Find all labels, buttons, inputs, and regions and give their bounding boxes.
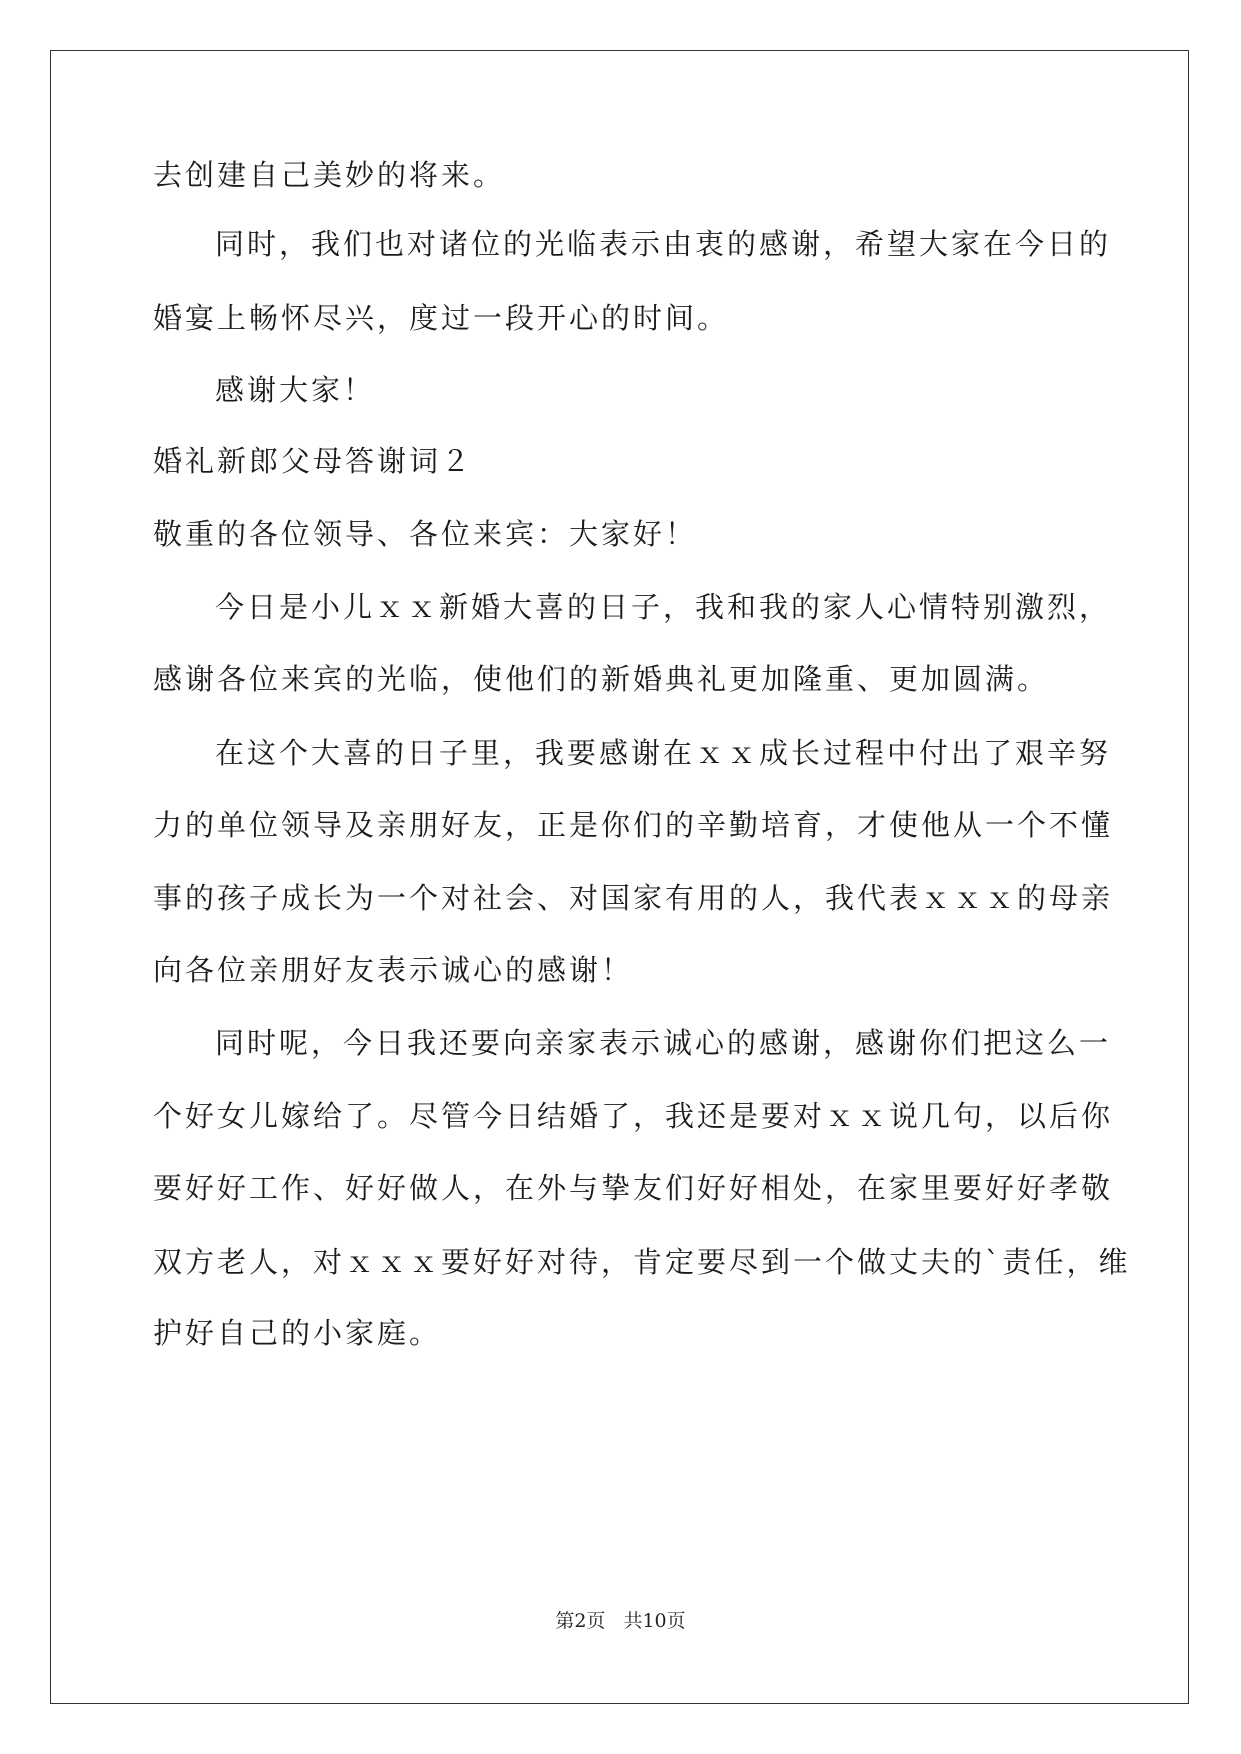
page-total: 共10页 [623, 1610, 686, 1632]
body-line-15: 要好好工作、好好做人，在外与挚友们好好相处，在家里要好好孝敬 [153, 1171, 1114, 1205]
body-line-4: 感谢大家！ [215, 373, 376, 407]
body-line-14: 个好女儿嫁给了。尽管今日结婚了，我还是要对ｘｘ说几句，以后你 [153, 1099, 1114, 1133]
body-line-11: 事的孩子成长为一个对社会、对国家有用的人，我代表ｘｘｘ的母亲 [153, 881, 1114, 915]
page-footer [0, 1608, 1241, 1634]
body-line-3: 婚宴上畅怀尽兴，度过一段开心的时间。 [153, 301, 730, 335]
page-number: 第2页 [555, 1610, 606, 1632]
body-line-8: 感谢各位来宾的光临，使他们的新婚典礼更加隆重、更加圆满。 [153, 662, 1050, 696]
body-line-9: 在这个大喜的日子里，我要感谢在ｘｘ成长过程中付出了艰辛努 [215, 736, 1112, 770]
body-line-12: 向各位亲朋好友表示诚心的感谢！ [153, 953, 634, 987]
body-line-17: 护好自己的小家庭。 [153, 1316, 442, 1350]
body-line-16: 双方老人，对ｘｘｘ要好好对待，肯定要尽到一个做丈夫的`责任，维 [153, 1245, 1131, 1279]
body-line-13: 同时呢，今日我还要向亲家表示诚心的感谢，感谢你们把这么一 [215, 1026, 1112, 1060]
body-line-1: 去创建自己美妙的将来。 [153, 158, 506, 192]
body-line-10: 力的单位领导及亲朋好友，正是你们的辛勤培育，才使他从一个不懂 [153, 808, 1114, 842]
body-line-2: 同时，我们也对诸位的光临表示由衷的感谢，希望大家在今日的 [215, 227, 1112, 261]
body-line-7: 今日是小儿ｘｘ新婚大喜的日子，我和我的家人心情特别激烈， [215, 590, 1112, 624]
salutation: 敬重的各位领导、各位来宾：大家好！ [153, 517, 698, 551]
section-heading: 婚礼新郎父母答谢词２ [153, 444, 474, 478]
